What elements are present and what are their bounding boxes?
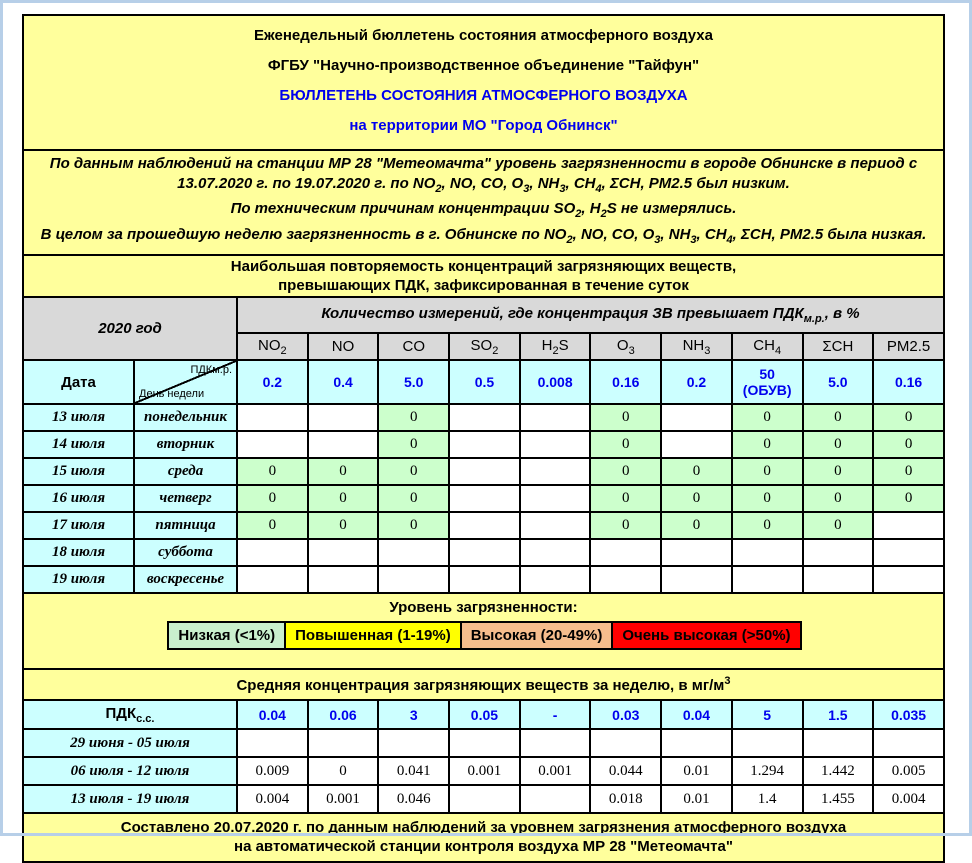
avg-value-cell: 0.001 xyxy=(308,785,379,813)
diagonal-bottom-label: День недели xyxy=(139,388,205,400)
frequency-table-row xyxy=(23,512,944,539)
pdk-mr-value: 0.2 xyxy=(237,360,308,404)
pdk-ss-value: 0.05 xyxy=(449,700,520,729)
freq-value-cell: 0 xyxy=(308,458,379,485)
frequency-title-line-2: превышающих ПДК, зафиксированная в течение суток xyxy=(278,277,689,294)
freq-value-cell: 0 xyxy=(378,458,449,485)
freq-value-cell xyxy=(732,539,803,566)
freq-value-cell: 0 xyxy=(308,512,379,539)
frequency-table-row xyxy=(23,458,944,485)
freq-value-cell xyxy=(873,512,944,539)
avg-value-cell xyxy=(803,729,874,757)
freq-value-cell xyxy=(449,566,520,593)
pdk-mr-value: 5.0 xyxy=(803,360,874,404)
pdk-mr-value: 0.16 xyxy=(873,360,944,404)
frequency-table-row xyxy=(23,566,944,593)
avg-value-cell xyxy=(449,785,520,813)
pdk-ss-value: 0.06 xyxy=(308,700,379,729)
pdk-mr-value: 0.16 xyxy=(590,360,661,404)
avg-value-cell: 0.009 xyxy=(237,757,308,785)
frequency-title-line-1: Наибольшая повторяемость концентраций загрязняющих веществ, xyxy=(230,258,737,275)
frequency-table-row xyxy=(23,539,944,566)
freq-value-cell: 0 xyxy=(873,458,944,485)
avg-value-cell xyxy=(661,729,732,757)
pdk-ss-value: 0.04 xyxy=(661,700,732,729)
footer-line-2: на автоматической станции контроля воздуха МР 28 "Метеомачта" xyxy=(234,838,733,855)
pdk-ss-row xyxy=(23,700,944,729)
avg-value-cell: 0.005 xyxy=(873,757,944,785)
freq-value-cell: 0 xyxy=(732,431,803,458)
freq-value-cell xyxy=(873,539,944,566)
pollutant-header: PM2.5 xyxy=(873,333,944,360)
freq-value-cell: 0 xyxy=(237,458,308,485)
header-line-1: Еженедельный бюллетень состояния атмосферного воздуха xyxy=(254,27,713,44)
freq-value-cell xyxy=(237,404,308,431)
freq-value-cell xyxy=(449,431,520,458)
pdk-mr-value: 0.008 xyxy=(520,360,591,404)
frequency-table-header-row xyxy=(23,297,944,333)
avg-value-cell: 0.004 xyxy=(237,785,308,813)
freq-value-cell xyxy=(590,566,661,593)
pollutant-header: $NO_2$ xyxy=(237,333,308,360)
pdk-mr-value: 50 (ОБУВ) xyxy=(732,360,803,404)
freq-value-cell xyxy=(520,485,591,512)
period-cell: 13 июля - 19 июля xyxy=(23,785,237,813)
pdk-mr-value: 0.2 xyxy=(661,360,732,404)
avg-value-cell: 0.01 xyxy=(661,757,732,785)
period-cell: 29 июня - 05 июля xyxy=(23,729,237,757)
avg-value-cell xyxy=(449,729,520,757)
freq-value-cell xyxy=(308,539,379,566)
average-table-row xyxy=(23,757,944,785)
freq-value-cell: 0 xyxy=(378,431,449,458)
diagonal-top-label: ПДКм.р. xyxy=(190,364,233,376)
bulletin-page xyxy=(22,14,945,863)
pdk-mr-value: 0.4 xyxy=(308,360,379,404)
freq-value-cell xyxy=(661,539,732,566)
pdk-mr-row xyxy=(23,360,944,404)
average-table xyxy=(22,668,945,814)
date-cell: 16 июля xyxy=(23,485,134,512)
freq-value-cell: 0 xyxy=(661,485,732,512)
freq-value-cell: 0 xyxy=(803,404,874,431)
summary-line-2: По техническим причинам концентрации $SO_2$, $H_2S$ не измерялись. xyxy=(230,200,737,220)
freq-value-cell: 0 xyxy=(590,404,661,431)
average-table-row xyxy=(23,785,944,813)
date-cell: 14 июля xyxy=(23,431,134,458)
day-pdk-diagonal-cell xyxy=(134,360,237,404)
avg-value-cell xyxy=(308,729,379,757)
day-cell: среда xyxy=(134,458,237,485)
freq-value-cell: 0 xyxy=(378,512,449,539)
freq-value-cell xyxy=(378,566,449,593)
freq-value-cell: 0 xyxy=(590,458,661,485)
pollutant-header: $NH_3$ xyxy=(661,333,732,360)
freq-value-cell: 0 xyxy=(732,512,803,539)
date-cell: 17 июля xyxy=(23,512,134,539)
day-cell: суббота xyxy=(134,539,237,566)
average-table-row xyxy=(23,729,944,757)
date-cell: 19 июля xyxy=(23,566,134,593)
avg-value-cell: 1.442 xyxy=(803,757,874,785)
freq-value-cell xyxy=(520,431,591,458)
day-cell: пятница xyxy=(134,512,237,539)
pdk-ss-label: $ПДК_{с.с.}$ xyxy=(23,700,237,729)
freq-value-cell xyxy=(732,566,803,593)
date-cell: 18 июля xyxy=(23,539,134,566)
header-line-4: на территории МО "Город Обнинск" xyxy=(349,117,618,134)
freq-value-cell: 0 xyxy=(661,458,732,485)
freq-value-cell xyxy=(308,404,379,431)
freq-value-cell xyxy=(237,539,308,566)
pdk-ss-value: - xyxy=(520,700,591,729)
legend-item: Низкая (<1%) xyxy=(167,621,286,650)
legend-item: Высокая (20-49%) xyxy=(460,621,614,650)
avg-value-cell xyxy=(520,785,591,813)
summary-line-3: В целом за прошедшую неделю загрязненность в г. Обнинске по $NO_2$, NO, CO, $O_3$, $NH_3$, $CH_4$, ΣCH, PM2.5 была низкая. xyxy=(40,225,927,246)
footer-block xyxy=(22,812,945,863)
freq-value-cell xyxy=(803,539,874,566)
avg-value-cell xyxy=(590,729,661,757)
freq-value-cell xyxy=(520,458,591,485)
freq-value-cell xyxy=(449,539,520,566)
avg-value-cell: 0.046 xyxy=(378,785,449,813)
pdk-ss-value: 0.035 xyxy=(873,700,944,729)
pollutant-header: $CH_4$ xyxy=(732,333,803,360)
day-cell: понедельник xyxy=(134,404,237,431)
freq-value-cell: 0 xyxy=(873,485,944,512)
legend-block xyxy=(22,592,945,670)
freq-value-cell xyxy=(237,431,308,458)
avg-value-cell: 1.4 xyxy=(732,785,803,813)
avg-value-cell xyxy=(520,729,591,757)
freq-value-cell: 0 xyxy=(803,431,874,458)
freq-value-cell: 0 xyxy=(803,485,874,512)
freq-value-cell: 0 xyxy=(590,512,661,539)
freq-value-cell xyxy=(661,566,732,593)
freq-value-cell: 0 xyxy=(237,512,308,539)
freq-value-cell xyxy=(661,431,732,458)
freq-value-cell xyxy=(520,512,591,539)
freq-value-cell xyxy=(520,404,591,431)
header-line-3: БЮЛЛЕТЕНЬ СОСТОЯНИЯ АТМОСФЕРНОГО ВОЗДУХА xyxy=(279,87,688,104)
avg-value-cell: 0.01 xyxy=(661,785,732,813)
footer-line-1: Составлено 20.07.2020 г. по данным наблюдений за уровнем загрязнения атмосферного воздуха xyxy=(120,819,847,836)
year-label: 2020 год xyxy=(23,297,237,360)
day-cell: воскресенье xyxy=(134,566,237,593)
avg-value-cell: 0 xyxy=(308,757,379,785)
summary-block xyxy=(22,149,945,256)
freq-value-cell xyxy=(590,539,661,566)
freq-value-cell xyxy=(308,566,379,593)
freq-value-cell xyxy=(308,431,379,458)
freq-value-cell xyxy=(449,404,520,431)
freq-value-cell: 0 xyxy=(732,404,803,431)
avg-value-cell: 1.455 xyxy=(803,785,874,813)
freq-value-cell: 0 xyxy=(803,512,874,539)
pdk-ss-value: 0.03 xyxy=(590,700,661,729)
measure-header: Количество измерений, где концентрация ЗВ превышает $ПДК_{м.р.}$, в % xyxy=(237,297,944,333)
avg-value-cell xyxy=(873,729,944,757)
day-cell: вторник xyxy=(134,431,237,458)
legend-items xyxy=(24,621,943,650)
avg-value-cell: 0.018 xyxy=(590,785,661,813)
freq-value-cell xyxy=(237,566,308,593)
freq-value-cell xyxy=(520,566,591,593)
freq-value-cell xyxy=(873,566,944,593)
date-label: Дата xyxy=(23,360,134,404)
avg-value-cell: 0.001 xyxy=(520,757,591,785)
frequency-table xyxy=(22,296,945,594)
pdk-ss-value: 3 xyxy=(378,700,449,729)
period-cell: 06 июля - 12 июля xyxy=(23,757,237,785)
frequency-table-row xyxy=(23,404,944,431)
bulletin-header xyxy=(22,14,945,151)
summary-line-1: По данным наблюдений на станции МР 28 "Метеомачта" уровень загрязненности в городе Обнинске в период с 13.07.2020 г. по 19.07.2020 г. по $NO_2$, NO, CO, $O_3$, $NH_3$, $CH_4$, ΣCH, PM2.5 был низким. xyxy=(49,155,918,195)
legend-title: Уровень загрязненности: xyxy=(389,599,578,616)
header-line-2: ФГБУ "Научно-производственное объединение "Тайфун" xyxy=(267,57,700,74)
freq-value-cell: 0 xyxy=(590,485,661,512)
frequency-table-row xyxy=(23,431,944,458)
avg-value-cell: 0.004 xyxy=(873,785,944,813)
freq-value-cell xyxy=(803,566,874,593)
avg-value-cell: 0.044 xyxy=(590,757,661,785)
avg-value-cell xyxy=(378,729,449,757)
pdk-ss-value: 1.5 xyxy=(803,700,874,729)
avg-value-cell xyxy=(732,729,803,757)
avg-value-cell xyxy=(237,729,308,757)
freq-value-cell xyxy=(520,539,591,566)
freq-value-cell: 0 xyxy=(873,431,944,458)
freq-value-cell xyxy=(449,512,520,539)
freq-value-cell xyxy=(378,539,449,566)
freq-value-cell: 0 xyxy=(803,458,874,485)
freq-value-cell: 0 xyxy=(661,512,732,539)
pollutant-header: $H_2S$ xyxy=(520,333,591,360)
day-cell: четверг xyxy=(134,485,237,512)
freq-value-cell: 0 xyxy=(237,485,308,512)
pdk-mr-value: 0.5 xyxy=(449,360,520,404)
legend-item: Очень высокая (>50%) xyxy=(611,621,801,650)
frequency-table-row xyxy=(23,485,944,512)
avg-value-cell: 0.001 xyxy=(449,757,520,785)
frequency-table-title xyxy=(22,254,945,298)
freq-value-cell: 0 xyxy=(732,485,803,512)
freq-value-cell: 0 xyxy=(732,458,803,485)
date-cell: 13 июля xyxy=(23,404,134,431)
avg-value-cell: 1.294 xyxy=(732,757,803,785)
freq-value-cell xyxy=(661,404,732,431)
freq-value-cell xyxy=(449,458,520,485)
date-cell: 15 июля xyxy=(23,458,134,485)
freq-value-cell: 0 xyxy=(873,404,944,431)
freq-value-cell: 0 xyxy=(590,431,661,458)
pdk-ss-value: 0.04 xyxy=(237,700,308,729)
pollutant-header: $O_3$ xyxy=(590,333,661,360)
average-table-title: Средняя концентрация загрязняющих веществ за неделю, в $мг/м^3$ xyxy=(23,669,944,700)
pdk-mr-value: 5.0 xyxy=(378,360,449,404)
pdk-ss-value: 5 xyxy=(732,700,803,729)
legend-item: Повышенная (1-19%) xyxy=(284,621,462,650)
average-table-title-row xyxy=(23,669,944,700)
freq-value-cell xyxy=(449,485,520,512)
freq-value-cell: 0 xyxy=(378,485,449,512)
pollutant-header: CO xyxy=(378,333,449,360)
pollutant-header: NO xyxy=(308,333,379,360)
avg-value-cell: 0.041 xyxy=(378,757,449,785)
pollutant-header: $SO_2$ xyxy=(449,333,520,360)
freq-value-cell: 0 xyxy=(308,485,379,512)
freq-value-cell: 0 xyxy=(378,404,449,431)
pollutant-header: ΣCH xyxy=(803,333,874,360)
